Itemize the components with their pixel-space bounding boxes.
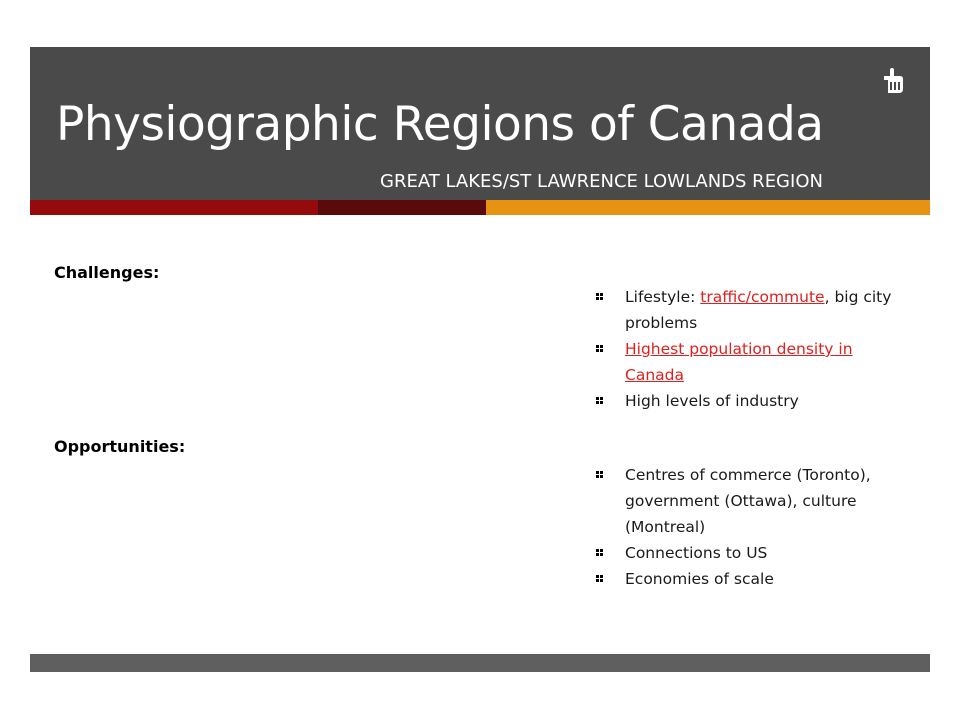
accent-stripe-orange xyxy=(486,200,930,215)
slide-subtitle: GREAT LAKES/ST LAWRENCE LOWLANDS REGION xyxy=(380,171,823,192)
title-banner xyxy=(30,47,930,200)
pointer-hand-icon xyxy=(878,67,906,95)
challenges-list xyxy=(596,284,896,414)
item-text: , big city problems xyxy=(625,288,892,332)
bullet-icon xyxy=(596,397,603,404)
slide-title: Physiographic Regions of Canada xyxy=(56,97,824,152)
bullet-icon xyxy=(596,471,603,478)
list-item xyxy=(596,284,896,336)
list-item xyxy=(596,462,896,540)
item-text: High levels of industry xyxy=(625,392,799,410)
traffic-commute-link[interactable]: traffic/commute xyxy=(700,288,825,306)
bullet-icon xyxy=(596,575,603,582)
footer-bar xyxy=(30,654,930,672)
opportunities-list xyxy=(596,462,896,592)
list-item xyxy=(596,540,896,566)
item-text: Connections to US xyxy=(625,544,768,562)
list-item xyxy=(596,388,896,414)
bullet-icon xyxy=(596,293,603,300)
item-text: Lifestyle: xyxy=(625,288,701,306)
item-text: Centres of commerce (Toronto), government (Ottawa), culture (Montreal) xyxy=(625,466,871,536)
bullet-icon xyxy=(596,549,603,556)
list-item xyxy=(596,566,896,592)
population-density-link[interactable]: Highest population density in Canada xyxy=(625,340,853,384)
list-item xyxy=(596,336,896,388)
opportunities-heading: Opportunities: xyxy=(54,437,186,456)
challenges-heading: Challenges: xyxy=(54,263,160,282)
accent-stripe-dark xyxy=(318,200,486,215)
item-text: Economies of scale xyxy=(625,570,774,588)
accent-stripe-red xyxy=(30,200,318,215)
bullet-icon xyxy=(596,345,603,352)
